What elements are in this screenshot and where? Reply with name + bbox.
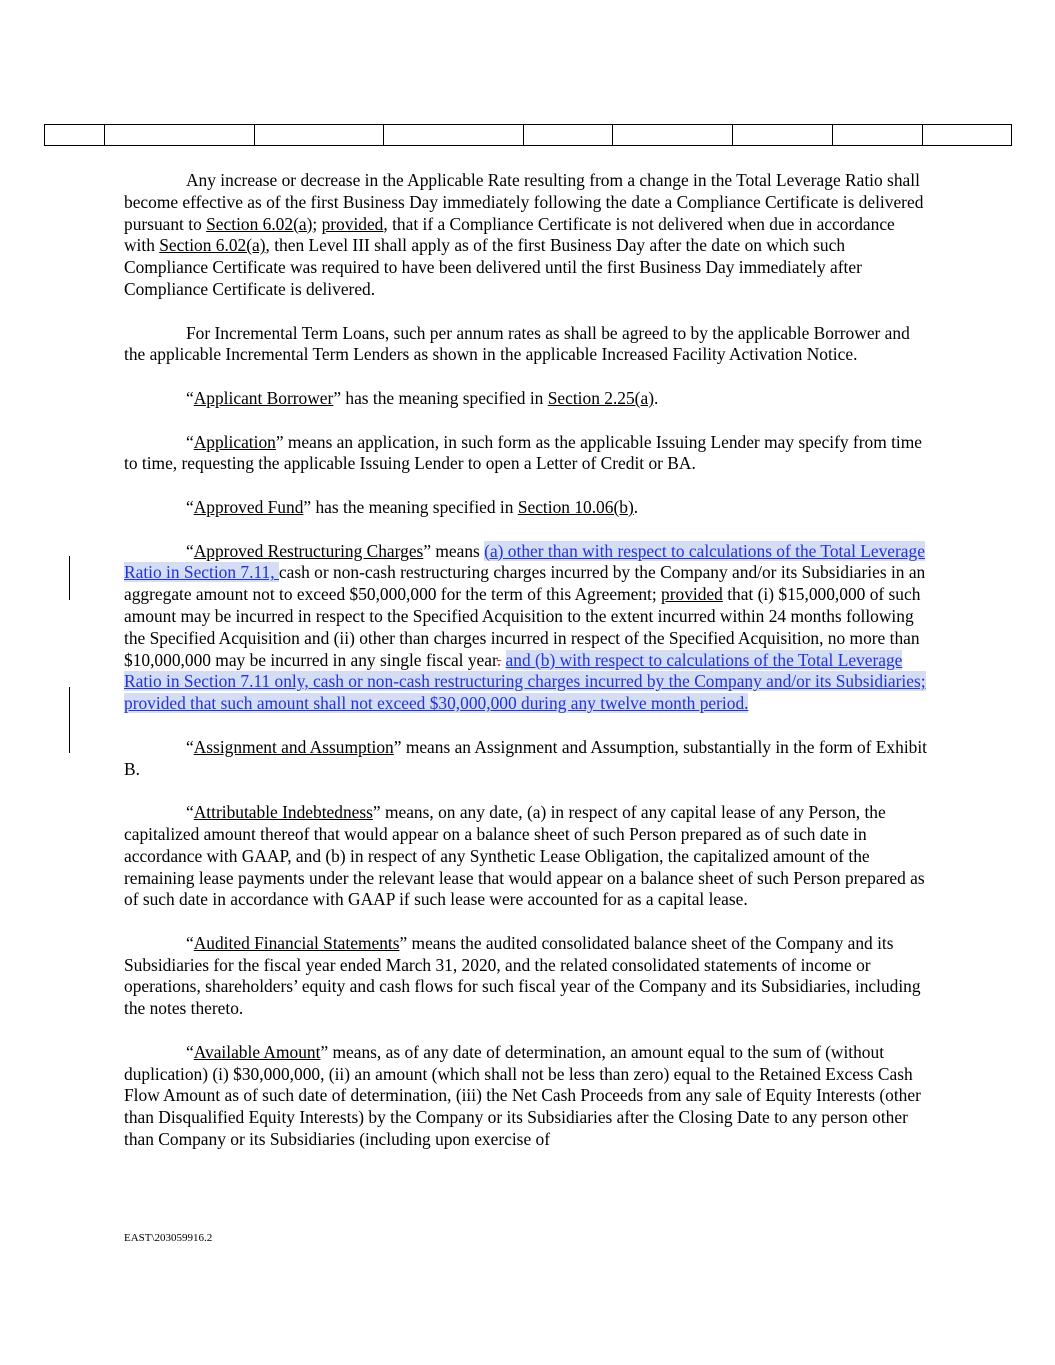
section-reference: Section 2.25(a) [547,387,654,408]
paragraph-incremental-term-loans [124,323,930,367]
text-run: . [653,387,659,408]
defined-term: Approved Restructuring Charges [193,540,424,561]
table-cell [833,125,923,146]
section-reference: Section 6.02(a) [159,235,266,256]
text-run: ” has the meaning specified in [303,496,518,517]
table-cell [255,125,384,146]
defined-term: Audited Financial Statements [193,932,400,953]
table-cell [524,125,613,146]
header-table [44,124,1012,146]
tracked-deletion: . [496,649,502,670]
provided-term: provided [321,213,384,234]
tracked-insertion: and (b) with respect to calculations of the Total Leverage Ratio in Section 7.11 only, cash or non-cash restructuring charges incurred by the Company and/or its Subsidiaries; provided that such amount shall not exceed $30,000,000 during any twelve month period. [124,649,926,714]
paragraph-applicable-rate-change [124,170,930,301]
text-run: , then Level III shall apply as of the first Business Day after the date on which such Compliance Certificate was required to have been delivered until the first Business Day immediately after Compliance Certificate is delivered. [124,235,862,299]
text-run: ” means the audited consolidated balance sheet of the Company and its Subsidiaries for the fiscal year ended March 31, 2020, and the related consolidated statements of income or operations, shareholders’ equity and cash flows for such fiscal year of the Company and its Subsidiaries, including the notes thereto. [124,932,921,1019]
defined-term: Applicant Borrower [193,387,334,408]
quote-mark: “ [186,736,194,757]
provided-term: provided [661,584,723,605]
defined-term: Application [193,431,276,452]
table-row [45,125,1012,146]
text-run: Any increase or decrease in the Applicable Rate resulting from a change in the Total Leverage Ratio shall become effective as of the first Business Day immediately following the date a Compliance Certificate is delivered pursuant to [124,170,924,234]
text-run: . [633,496,639,517]
tracked-insertion: (a) other than with respect to calculations of the Total Leverage Ratio in Section 7.11, [124,540,925,583]
definition-applicant-borrower [124,388,930,410]
definition-audited-financial-statements [124,933,930,1020]
text-run: For Incremental Term Loans, such per annum rates as shall be agreed to by the applicable Borrower and the applicable Incremental Term Lenders as shown in the applicable Increased Facility Activation Notice. [124,322,910,365]
text-run: ” means [423,540,485,561]
section-reference: Section 6.02(a) [206,213,313,234]
text-run: ” means an Assignment and Assumption, substantially in the form of Exhibit B. [124,736,928,779]
text-run: ; [312,213,322,234]
definition-assignment-and-assumption [124,737,930,781]
text-run: , that if a Compliance Certificate is not delivered when due in accordance with [124,213,895,256]
definition-approved-restructuring-charges [124,541,930,715]
text-run: ” means, as of any date of determination, an amount equal to the sum of (without duplication) (i) $30,000,000, (ii) an amount (which shall not be less than zero) equal to the Retained Excess Cash Flow Amount as of such date of determination, (iii) the Net Cash Proceeds from any sale of Equity Interests (other than Disqualified Equity Interests) by the Company or its Subsidiaries after the Closing Date to any person other than Company or its Subsidiaries (including upon exercise of [124,1041,921,1150]
text-run [501,650,505,670]
table-cell [45,125,105,146]
definition-available-amount [124,1042,930,1151]
defined-term: Approved Fund [193,496,304,517]
table-cell [733,125,833,146]
quote-mark: “ [186,802,194,823]
document-body [124,170,930,1173]
table-cell [923,125,1012,146]
section-reference: Section 10.06(b) [517,496,634,517]
table-cell [613,125,733,146]
quote-mark: “ [186,496,194,517]
table-cell [384,125,524,146]
text-run: ” has the meaning specified in [333,387,548,408]
defined-term: Available Amount [193,1041,321,1062]
change-bar [69,687,70,753]
definition-approved-fund [124,497,930,519]
document-id-footer: EAST\203059916.2 [124,1232,213,1244]
quote-mark: “ [186,387,194,408]
quote-mark: “ [186,932,194,953]
defined-term: Assignment and Assumption [193,736,394,757]
change-bar [69,556,70,600]
quote-mark: “ [186,431,194,452]
text-run: ” means an application, in such form as the applicable Issuing Lender may specify from time to time, requesting the applicable Issuing Lender to open a Letter of Credit or BA. [124,431,922,474]
defined-term: Attributable Indebtedness [193,802,373,823]
text-run: ” means, on any date, (a) in respect of any capital lease of any Person, the capitalized amount thereof that would appear on a balance sheet of such Person prepared as of such date in accordance with GAAP, and (b) in respect of any Synthetic Lease Obligation, the capitalized amount of the remaining lease payments under the relevant lease that would appear on a balance sheet of such Person prepared as of such date in accordance with GAAP if such lease were accounted for as a capital lease. [124,802,925,910]
definition-attributable-indebtedness [124,802,930,911]
quote-mark: “ [186,1041,194,1062]
text-run: that (i) $15,000,000 of such amount may be incurred in respect to the Specified Acquisition to the extent incurred within 24 months following the Specified Acquisition and (ii) other than charges incurred in respect of the Specified Acquisition, no more than $10,000,000 may be incurred in any single fiscal year [124,584,921,670]
table-cell [105,125,255,146]
definition-application [124,432,930,476]
text-run: cash or non-cash restructuring charges incurred by the Company and/or its Subsidiaries in an aggregate amount not to exceed $50,000,000 for the term of this Agreement; [124,562,926,605]
quote-mark: “ [186,540,194,561]
